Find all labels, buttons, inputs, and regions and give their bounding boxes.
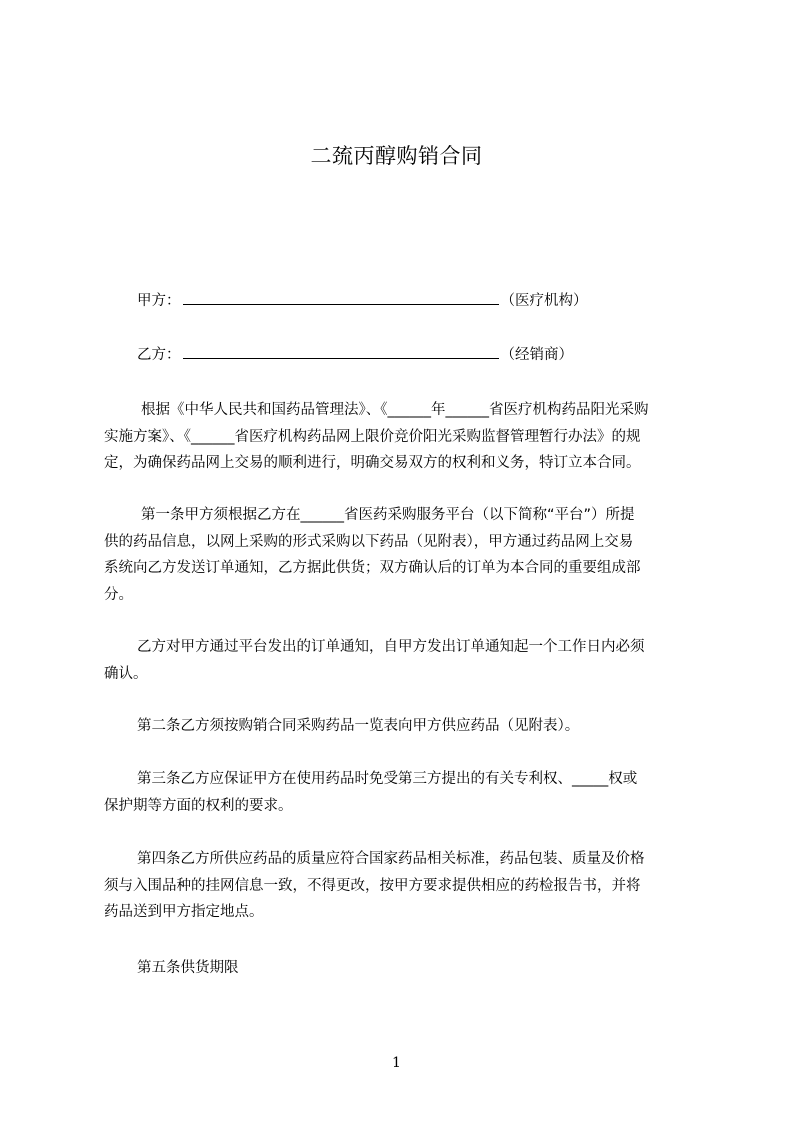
article-1-confirm-line: 确认。 — [104, 665, 148, 682]
preamble-line: 根据《中华人民共和国药品管理法》、《______年______省医疗机构药品阳光采购 — [141, 402, 649, 418]
party-b-line — [137, 344, 573, 365]
article-4-line: 第四条乙方所供应药品的质量应符合国家药品相关标准，药品包装、质量及价格 — [137, 851, 645, 867]
page-number: 1 — [392, 1055, 401, 1071]
article-1-confirm-paragraph — [104, 634, 700, 687]
article-3-paragraph — [104, 766, 700, 819]
article-4-paragraph — [104, 846, 700, 926]
party-a-blank — [183, 290, 499, 305]
preamble-paragraph — [104, 397, 700, 477]
party-a-line — [137, 290, 588, 311]
article-3-line: 第三条乙方应保证甲方在使用药品时免受第三方提出的有关专利权、_____权或 — [137, 771, 638, 787]
article-1-line: 第一条甲方须根据乙方在______省医药采购服务平台（以下简称“平台”）所提 — [141, 507, 635, 523]
contract-title: 二巯丙醇购销合同 — [310, 144, 483, 168]
preamble-line: 定，为确保药品网上交易的顺利进行，明确交易双方的权利和义务，特订立本合同。 — [104, 455, 641, 471]
party-a-label: 甲方： — [137, 293, 181, 309]
article-4-line: 药品送到甲方指定地点。 — [104, 904, 264, 920]
preamble-line: 实施方案》、《______省医疗机构药品网上限价竞价阳光采购监督管理暂行办法》的规 — [104, 428, 641, 445]
article-3-line: 保护期等方面的权利的要求。 — [104, 797, 293, 814]
article-2-paragraph: 第二条乙方须按购销合同采购药品一览表向甲方供应药品（见附表）。 — [137, 718, 580, 734]
article-1-confirm-line: 乙方对甲方通过平台发出的订单通知，自甲方发出订单通知起一个工作日内必须 — [137, 639, 645, 655]
party-b-label: 乙方： — [137, 347, 181, 363]
article-1-paragraph — [104, 502, 700, 608]
article-1-line: 分。 — [104, 586, 133, 603]
party-b-note: （经销商） — [500, 347, 573, 363]
article-5-heading: 第五条供货期限 — [137, 960, 239, 976]
party-a-note: （医疗机构） — [500, 293, 588, 309]
article-1-line: 供的药品信息，以网上采购的形式采购以下药品（见附表），甲方通过药品网上交易 — [104, 533, 634, 550]
article-1-line: 系统向乙方发送订单通知，乙方据此供货；双方确认后的订单为本合同的重要组成部 — [104, 560, 641, 576]
party-b-blank — [183, 344, 499, 359]
article-4-line: 须与入围品种的挂网信息一致，不得更改，按甲方要求提供相应的药检报告书，并将 — [104, 877, 641, 894]
